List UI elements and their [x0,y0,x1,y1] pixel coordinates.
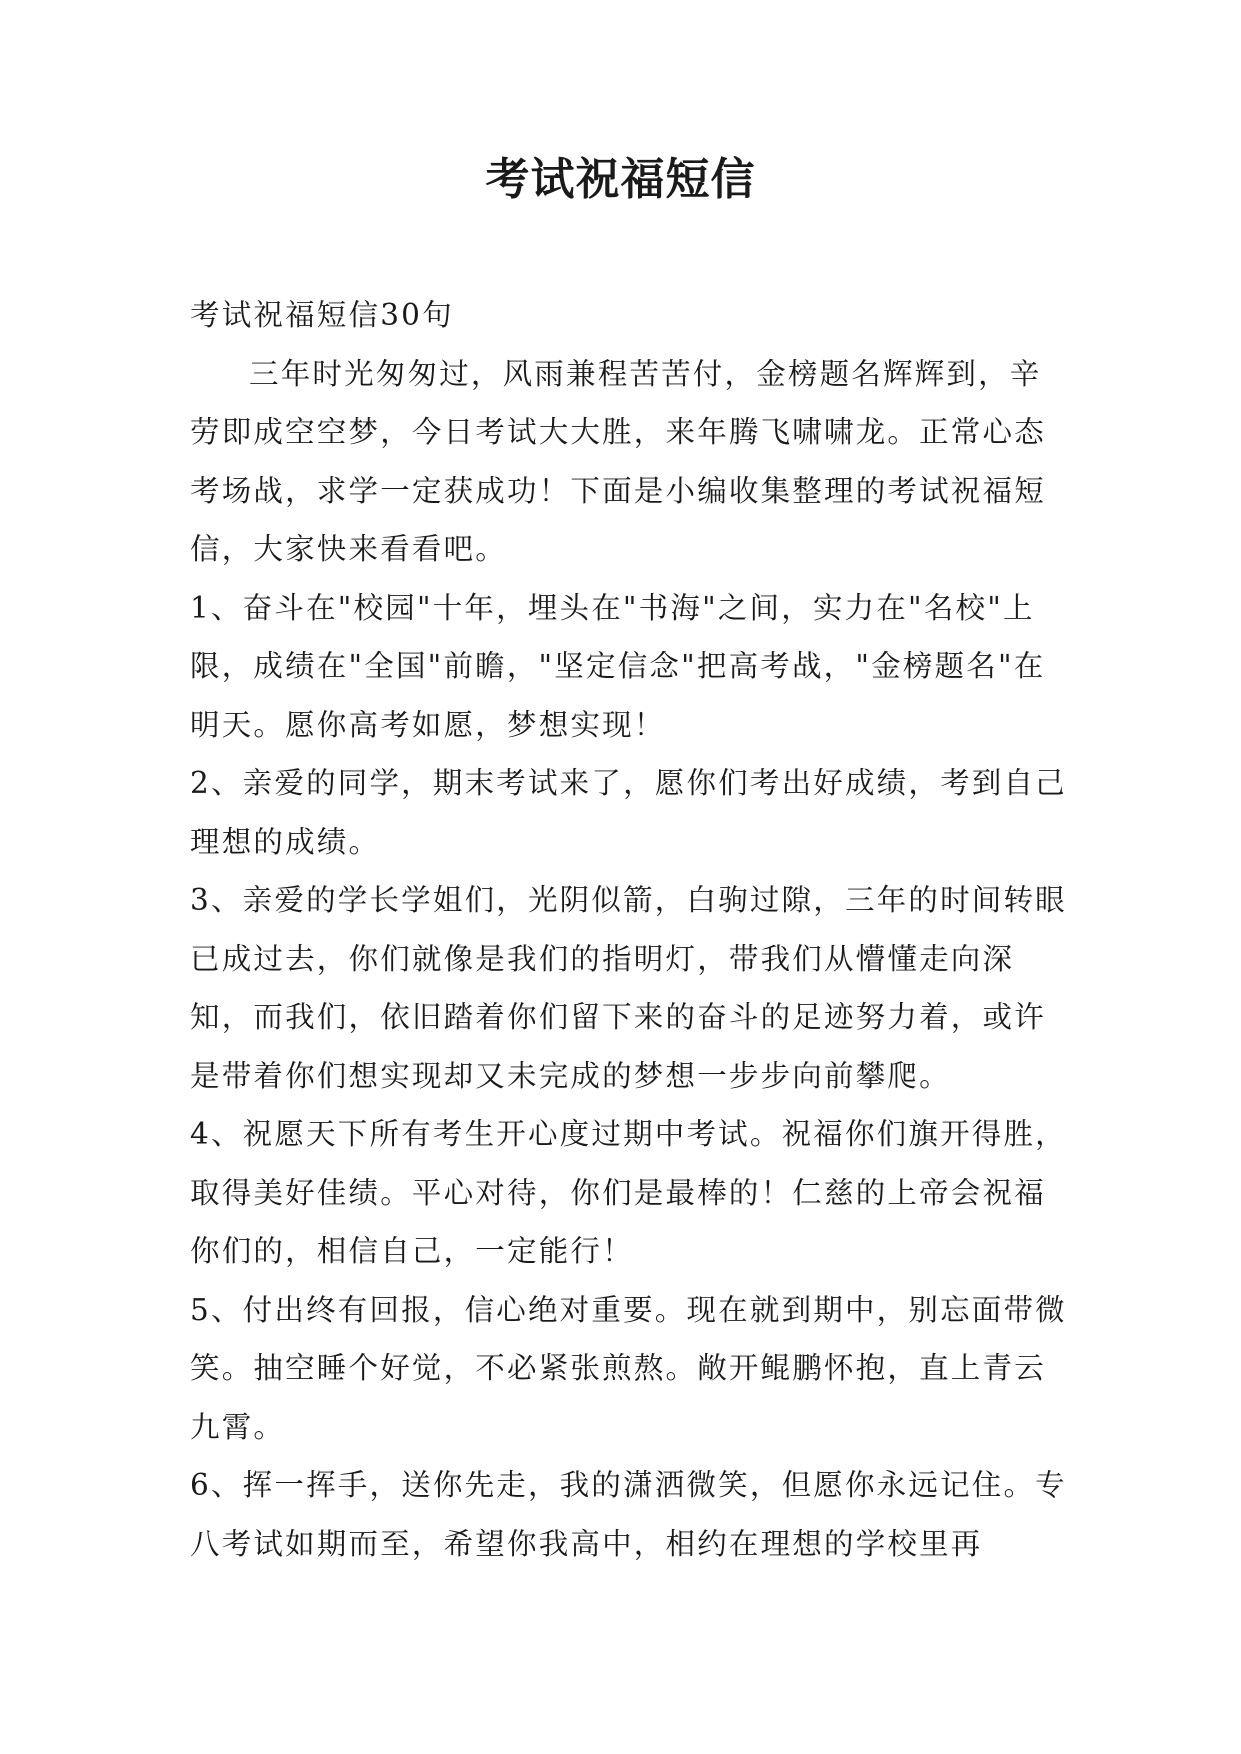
list-item: 2、亲爱的同学，期末考试来了，愿你们考出好成绩，考到自己理想的成绩。 [190,766,1067,859]
document-title: 考试祝福短信 [485,154,756,205]
list-item: 6、挥一挥手，送你先走，我的潇洒微笑，但愿你永远记住。专八考试如期而至，希望你我高中，相约在理想的学校里再 [190,1468,1067,1561]
intro-paragraph: 三年时光匆匆过，风雨兼程苦苦付，金榜题名辉辉到，辛劳即成空空梦，今日考试大大胜，来年腾飞啸啸龙。正常心态考场战，求学一定获成功！下面是小编收集整理的考试祝福短信，大家快来看看吧。 [190,356,1046,566]
list-item: 4、祝愿天下所有考生开心度过期中考试。祝福你们旗开得胜，取得美好佳绩。平心对待，你们是最棒的！仁慈的上帝会祝福你们的，相信自己，一定能行！ [190,1117,1067,1268]
list-item: 3、亲爱的学长学姐们，光阴似箭，白驹过隙，三年的时间转眼已成过去，你们就像是我们的指明灯，带我们从懵懂走向深知，而我们，依旧踏着你们留下来的奋斗的足迹努力着，或许是带着你们想实现却又未完成的梦想一步步向前攀爬。 [190,883,1067,1093]
document-body [190,286,1070,1573]
list-item: 1、奋斗在"校园"十年，埋头在"书海"之间，实力在"名校"上限，成绩在"全国"前瞻，"坚定信念"把高考战，"金榜题名"在明天。愿你高考如愿，梦想实现！ [190,590,1046,742]
list-item: 5、付出终有回报，信心绝对重要。现在就到期中，别忘面带微笑。抽空睡个好觉，不必紧张煎熬。敞开鲲鹏怀抱，直上青云九霄。 [190,1292,1067,1444]
document-subtitle: 考试祝福短信30句 [190,298,454,332]
